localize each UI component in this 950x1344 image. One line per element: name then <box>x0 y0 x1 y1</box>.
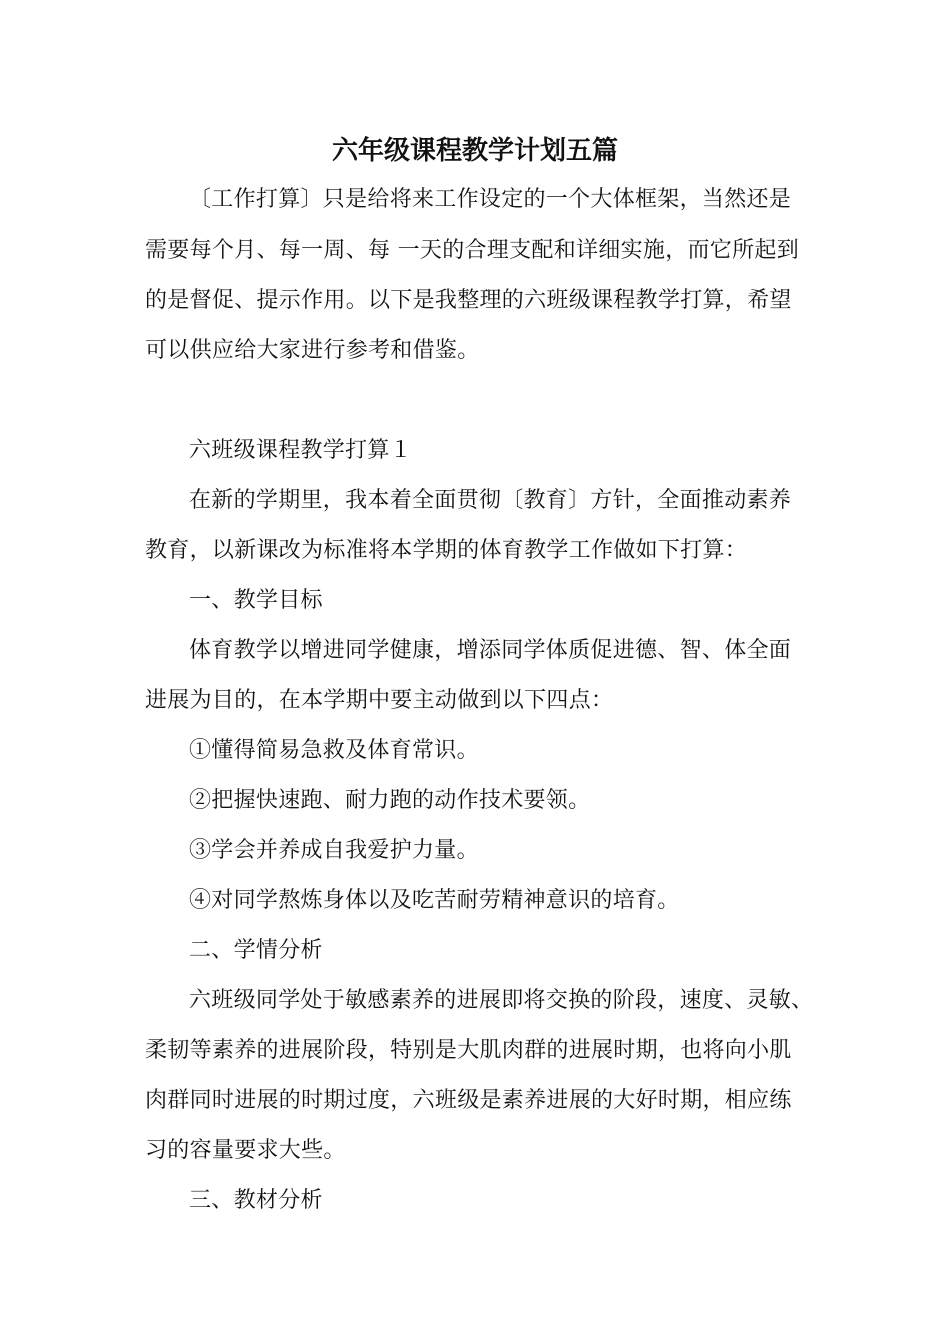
paragraph-line: 体育教学以增进同学健康，增添同学体质促进德、智、体全面 <box>189 638 792 663</box>
section-heading-plan-1: 六班级课程教学打算１ <box>189 438 413 463</box>
heading-student-analysis: 二、学情分析 <box>189 938 323 963</box>
paragraph-line: 六班级同学处于敏感素养的进展即将交换的阶段，速度、灵敏、 <box>189 988 814 1013</box>
paragraph-line: 在新的学期里，我本着全面贯彻〔教育〕方针，全面推动素养 <box>189 488 792 513</box>
heading-teaching-goals: 一、教学目标 <box>189 588 323 613</box>
paragraph-line: 进展为目的，在本学期中要主动做到以下四点： <box>145 688 614 713</box>
document-title: 六年级课程教学计划五篇 <box>331 136 618 166</box>
goal-item-4: ④对同学熬炼身体以及吃苦耐劳精神意识的培育。 <box>189 888 680 913</box>
goal-item-3: ③学会并养成自我爱护力量。 <box>189 838 479 863</box>
intro-line-3: 的是督促、提示作用。以下是我整理的六班级课程教学打算，希望 <box>145 288 792 313</box>
goal-item-1: ①懂得简易急救及体育常识。 <box>189 738 479 763</box>
intro-line-4: 可以供应给大家进行参考和借鉴。 <box>145 338 480 363</box>
intro-line-1: 〔工作打算〕只是给将来工作设定的一个大体框架，当然还是 <box>189 187 792 212</box>
intro-line-2: 需要每个月、每一周、每 一天的合理支配和详细实施，而它所起到 <box>145 238 799 263</box>
paragraph-line: 教育，以新课改为标准将本学期的体育教学工作做如下打算： <box>145 538 748 563</box>
paragraph-line: 柔韧等素养的进展阶段，特别是大肌肉群的进展时期，也将向小肌 <box>145 1038 792 1063</box>
heading-material-analysis: 三、教材分析 <box>189 1188 323 1213</box>
paragraph-line: 习的容量要求大些。 <box>145 1138 346 1163</box>
goal-item-2: ②把握快速跑、耐力跑的动作技术要领。 <box>189 788 591 813</box>
paragraph-line: 肉群同时进展的时期过度，六班级是素养进展的大好时期，相应练 <box>145 1088 792 1113</box>
